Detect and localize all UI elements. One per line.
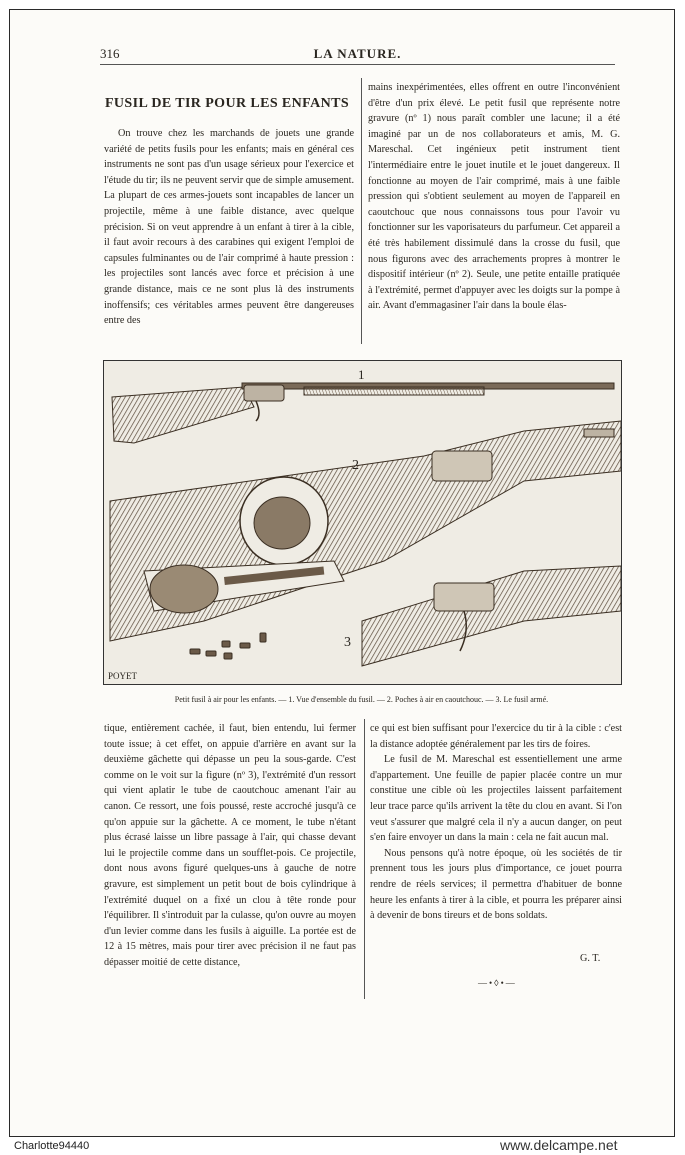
- paragraph: tique, entièrement cachée, il faut, bien entendu, lui fermer toute issue; à cet effet, on appuie d'arrière en avant sur la deuxième gâchette qui dépasse un peu la sous-garde. C'est comme on le voit sur la figure (nº 3), l'extrémité d'un ressort qui vient aplatir le tube de caoutchouc amenant l'air au canon. Ce ressort, une fois poussé, reste accroché jusqu'à ce qu'on appuie sur la gâchette. A ce moment, le tube n'étant plus écrasé laisse un libre passage à l'air, qui chasse devant lui le projectile comme dans un soufflet-pois. Ce projectile, dont nous avons figuré quelques-uns à gauche de notre gravure, est simplement un petit bout de bois cylindrique à l'extrémité duquel on a fixé un clou à tête ronde pour l'équilibrer. Il s'introduit par la culasse, qu'on ouvre au moyen d'un levier comme dans les fusils à aiguille. La portée est de 12 à 15 mètres, mais pour tirer avec précision il ne faut pas dépasser moitié de cette distance,: [104, 723, 356, 968]
- figure-label-1: 1: [358, 367, 365, 382]
- running-title: LA NATURE.: [313, 46, 402, 61]
- rifle-armed: [344, 566, 621, 666]
- paragraph: mains inexpérimentées, elles offrent en outre l'inconvénient d'être d'un prix élevé. Le petit fusil que représente notre gravure (nº 1) nous paraît combler une lacune; il a été imaginé par un de nos collaborateurs et amis, M. G. Mareschal. Cet ingénieux petit instrument tient l'intermédiaire entre le jouet inutile et le jouet dangereux. Il fonctionne au moyen de l'air comprimé, mais à une faible pression qui s'obtient seulement au moyen de l'appareil en caoutchouc que nous connaissons tous pour l'avoir vu fonctionner sur les vaporisateurs du parfumeur. Cet appareil a été très habilement dissimulé dans la crosse du fusil, que nous figurons avec des arrachements propres à montrer le dispositif intérieur (nº 2). Seule, une petite entaille pratiquée à l'extrémité, permet d'appuyer avec les doigts sur la pompe à air. Avant d'emmagasiner l'air dans la boule élas-: [368, 82, 620, 312]
- end-ornament: —•◊•—: [478, 978, 517, 988]
- site-watermark: www.delcampe.net: [500, 1137, 618, 1153]
- engraver-signature: POYET: [108, 671, 137, 681]
- page-header: [100, 46, 615, 62]
- figure-label-3: 3: [344, 635, 351, 650]
- rifle-illustration: [104, 361, 621, 684]
- column-divider: [361, 78, 362, 344]
- author-signature: G. T.: [580, 953, 601, 964]
- column-4: [370, 721, 622, 924]
- column-1: [104, 126, 354, 329]
- figure-label-2: 2: [352, 458, 359, 473]
- engraving-figure: [103, 360, 622, 685]
- projectiles: [190, 633, 266, 659]
- figure-caption: Petit fusil à air pour les enfants. — 1. Vue d'ensemble du fusil. — 2. Poches à air en caoutchouc. — 3. Le fusil armé.: [174, 695, 549, 704]
- paragraph: On trouve chez les marchands de jouets une grande variété de petits fusils pour les enfants; mais en général ces instruments ne sont pas d'un usage sérieux pour l'exercice et l'étude du tir; ils ne peuvent servir que de simple amusement. La plupart de ces armes-jouets sont incapables de lancer un projectile, même à une faible distance, avec quelque précision. Si on veut apprendre à un enfant à tirer à la cible, il faut avoir recours à des carabines qui exigent l'emploi de capsules fulminantes ou de l'air comprimé à haute pression : les projectiles sont lancés avec force et précision à une grande distance, mais ce ne sont plus là des instruments inoffensifs; ces véritables armes peuvent être dangereuses entre des: [104, 128, 354, 327]
- header-rule: [100, 64, 615, 65]
- paragraph: Nous pensons qu'à notre époque, où les sociétés de tir prennent tous les jours plus d'importance, ce jouet pourra rendre de réels services; il permettra d'habituer de bonne heure les enfants à tirer à la cible, et pourra les préparer ainsi à devenir de bons tireurs et de bons soldats.: [370, 847, 622, 922]
- column-3: [104, 721, 356, 971]
- paragraph: ce qui est bien suffisant pour l'exercice du tir à la cible : c'est la distance adoptée généralement par les tirs de foires.: [370, 723, 622, 750]
- column-2: [368, 80, 620, 314]
- paragraph: Le fusil de M. Mareschal est essentiellement une arme d'appartement. Une feuille de papier placée contre un mur constitue une cible où les projectiles laissent parfaitement leur trace parce qu'ils arrivent la tête du clou en avant. Si l'on veut s'assurer que malgré cela il n'y a aucun danger, on peut s'en faire envoyer un dans la main : cela ne fait aucun mal.: [370, 754, 622, 844]
- seller-watermark: Charlotte94440: [14, 1140, 90, 1152]
- page-number: 316: [100, 46, 120, 61]
- article-title: FUSIL DE TIR POUR LES ENFANTS: [104, 96, 350, 111]
- column-divider: [364, 719, 365, 999]
